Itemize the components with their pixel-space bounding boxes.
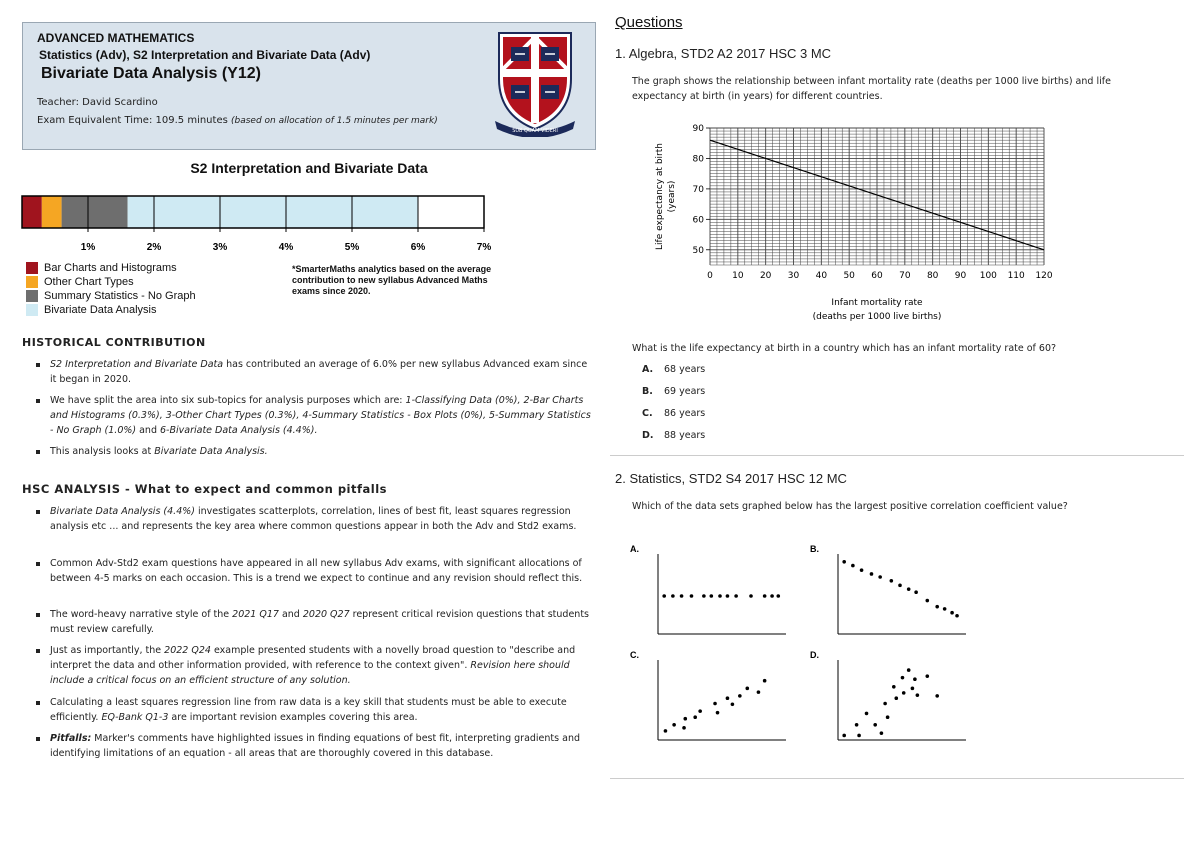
exam-time-label: Exam Equivalent Time: — [37, 115, 153, 126]
x-tick-label: 60 — [871, 271, 883, 281]
bullet-dot — [36, 649, 40, 653]
exam-time-note: (based on allocation of 1.5 minutes per mark) — [231, 116, 438, 126]
q1-option-a[interactable] — [642, 364, 705, 375]
option-text: 86 years — [664, 408, 706, 419]
y-tick-label: 80 — [692, 154, 704, 165]
q2-scatter-plots — [628, 540, 988, 756]
x-tick-label: 70 — [899, 271, 911, 281]
teacher-line — [37, 97, 158, 108]
scatter-plot-label: D. — [810, 650, 819, 660]
scatter-point — [698, 709, 702, 713]
contribution-tick-label: 6% — [410, 242, 426, 253]
scatter-point — [935, 694, 939, 698]
bullet-text: Calculating a least squares regression line from raw data is a key skill that students must be able to execute efficiently. — [50, 697, 567, 723]
scatter-point — [914, 590, 918, 594]
question-divider — [610, 455, 1184, 456]
scatter-plot-label: A. — [630, 544, 639, 554]
scatter-point — [738, 694, 742, 698]
contribution-chart-title: S2 Interpretation and Bivariate Data — [190, 160, 428, 176]
x-tick-label: 50 — [843, 271, 855, 281]
scatter-point — [690, 594, 694, 598]
scatter-point — [662, 594, 666, 598]
scatter-point — [855, 723, 859, 727]
option-label: A. — [642, 364, 654, 375]
scatter-plot-label: C. — [630, 650, 639, 660]
scatter-point — [907, 587, 911, 591]
scatter-point — [745, 687, 749, 691]
scatter-point — [860, 568, 864, 572]
option-label: C. — [642, 408, 653, 419]
hsc-bullet-2 — [36, 556, 592, 586]
scatter-point — [870, 572, 874, 576]
scatter-point — [770, 594, 774, 598]
scatter-point — [898, 584, 902, 588]
contribution-legend — [26, 262, 196, 316]
scatter-point — [907, 668, 911, 672]
bullet-text: Bivariate Data Analysis (4.4%) — [50, 506, 195, 517]
question-divider — [610, 778, 1184, 779]
questions-heading: Questions — [615, 14, 683, 31]
bullet-text: Revision here should include a critical focus on an efficient structure of any solution. — [50, 660, 570, 686]
hsc-bullet-6 — [36, 731, 592, 761]
scatter-point — [664, 729, 668, 733]
question-number: 2. — [615, 471, 626, 486]
bullet-text: 2020 Q27 — [302, 609, 350, 620]
bullet-dot — [36, 613, 40, 617]
q1-option-c[interactable] — [642, 408, 705, 419]
y-tick-label: 50 — [692, 245, 704, 256]
legend-swatch — [26, 304, 38, 316]
historical-bullet-2 — [36, 393, 592, 438]
legend-item-summary-stats — [26, 290, 196, 302]
crest-motto: SUB QUAM VIDERI — [512, 128, 558, 134]
teacher-label: Teacher: — [37, 97, 79, 108]
bullet-dot — [36, 701, 40, 705]
scatter-point — [901, 676, 905, 680]
y-tick-label: 70 — [692, 184, 704, 195]
question-1-stem: The graph shows the relationship between infant mortality rate (deaths per 1000 live births) and life expectancy at birth (in years) for different countries. — [632, 76, 1111, 102]
contribution-tick-label: 3% — [212, 242, 228, 253]
scatter-point — [672, 723, 676, 727]
historical-section-title: HISTORICAL CONTRIBUTION — [22, 336, 206, 349]
bullet-text: represent critical revision questions that students must review carefully. — [50, 609, 589, 635]
bullet-text: This analysis looks at — [50, 446, 155, 457]
question-2-stem: Which of the data sets graphed below has the largest positive correlation coefficient value? — [632, 501, 1068, 512]
historical-bullet-3 — [36, 444, 592, 459]
y-tick-label: 90 — [692, 124, 704, 134]
legend-swatch — [26, 262, 38, 274]
scatter-point — [880, 731, 884, 735]
question-number: 1. — [615, 46, 626, 61]
question-title: Algebra, STD2 A2 2017 HSC 3 MC — [628, 46, 832, 61]
scatter-point — [894, 696, 898, 700]
bullet-text: has contributed an average of 6.0% per new syllabus Advanced exam since it began in 2020. — [50, 359, 588, 385]
x-tick-label: 30 — [787, 271, 800, 281]
scatter-point — [873, 723, 877, 727]
hsc-bullet-3 — [36, 607, 592, 637]
bullet-dot — [36, 737, 40, 741]
scatter-point — [943, 607, 947, 611]
scatter-point — [902, 691, 906, 695]
legend-swatch — [26, 290, 38, 302]
scatter-point — [925, 674, 929, 678]
contribution-tick-label: 5% — [344, 242, 360, 253]
x-tick-label: 100 — [979, 271, 997, 281]
scatter-point — [734, 594, 738, 598]
scatter-point — [886, 715, 890, 719]
scatter-point — [911, 687, 915, 691]
contribution-bar-segment — [62, 196, 128, 228]
scatter-plot-label: B. — [810, 544, 819, 554]
header-box — [22, 22, 596, 150]
scatter-point — [749, 594, 753, 598]
bullet-text: investigates scatterplots, correlation, lines of best fit, least squares regression analysis etc ... and represents the key area where common questions appear in both the Adv and Std2 exams. — [50, 506, 577, 532]
scatter-point — [718, 594, 722, 598]
scatter-point — [950, 611, 954, 615]
y-axis-sublabel: (years) — [667, 180, 677, 213]
bullet-text: example presented students with a novelly broad question to "describe and interpret the data and other information provided, with reference to the context given". — [50, 645, 576, 671]
scatter-point — [731, 702, 735, 706]
scatter-point — [757, 690, 761, 694]
contribution-tick-label: 7% — [476, 242, 492, 253]
x-tick-label: 110 — [1007, 271, 1025, 281]
bullet-dot — [36, 562, 40, 566]
scatter-point — [883, 702, 887, 706]
scatter-point — [776, 594, 780, 598]
hsc-bullet-5 — [36, 695, 592, 725]
scatter-point — [682, 726, 686, 730]
teacher-name: David Scardino — [82, 97, 158, 108]
scatter-point — [865, 712, 869, 716]
hsc-section-title: HSC ANALYSIS - What to expect and common pitfalls — [22, 482, 387, 496]
scatter-point — [878, 575, 882, 579]
option-text: 69 years — [664, 386, 706, 397]
legend-item-other-charts — [26, 276, 196, 288]
bullet-text: EQ-Bank Q1-3 — [101, 712, 169, 723]
bullet-text: Bivariate Data Analysis. — [154, 446, 268, 457]
y-tick-label: 60 — [692, 215, 704, 226]
question-1-title — [615, 46, 831, 61]
bullet-dot — [36, 363, 40, 367]
bullet-text: Just as importantly, the — [50, 645, 165, 656]
exam-time-value: 109.5 minutes — [155, 115, 228, 126]
legend-item-bivariate — [26, 304, 196, 316]
scatter-point — [693, 715, 697, 719]
legend-label: Bivariate Data Analysis — [44, 304, 157, 316]
contribution-chart — [20, 188, 500, 260]
scatter-point — [713, 702, 717, 706]
scatter-point — [935, 605, 939, 609]
contribution-tick-label: 2% — [146, 242, 162, 253]
bullet-text: are important revision examples covering this area. — [168, 712, 418, 723]
scatter-point — [716, 711, 720, 715]
option-text: 88 years — [664, 430, 706, 441]
bullet-text: S2 Interpretation and Bivariate Data — [50, 359, 224, 370]
bullet-text: We have split the area into six sub-topics for analysis purposes which are: — [50, 395, 406, 406]
q1-option-d[interactable] — [642, 430, 705, 441]
bullet-dot — [36, 510, 40, 514]
scatter-point — [925, 599, 929, 603]
scatter-point — [763, 594, 767, 598]
contribution-bar-segment — [22, 196, 42, 228]
analytics-note: *SmarterMaths analytics based on the average contribution to new syllabus Advanced Maths exams since 2020. — [292, 264, 492, 296]
x-tick-label: 40 — [815, 271, 828, 281]
x-tick-label: 90 — [954, 271, 967, 281]
contribution-tick-label: 1% — [80, 242, 96, 253]
bullet-text: Pitfalls: — [50, 733, 92, 744]
bullet-text: The word-heavy narrative style of the — [50, 609, 233, 620]
option-label: D. — [642, 430, 654, 441]
bullet-text: Common Adv-Std2 exam questions have appeared in all new syllabus Adv exams, with significant allocations of between 4-5 marks on each occasion. This is a trend we expect to continue and any revision should reflect this. — [50, 558, 583, 584]
legend-label: Bar Charts and Histograms — [44, 262, 177, 274]
question-title: Statistics, STD2 S4 2017 HSC 12 MC — [629, 471, 847, 486]
bullet-text: and — [278, 609, 303, 620]
bullet-dot — [36, 399, 40, 403]
scatter-point — [683, 717, 687, 721]
scatter-point — [726, 696, 730, 700]
x-tick-label: 20 — [759, 271, 772, 281]
page-title: Bivariate Data Analysis (Y12) — [41, 65, 261, 82]
topic-label: Statistics (Adv), S2 Interpretation and Bivariate Data (Adv) — [39, 48, 371, 62]
q1-line-chart — [640, 118, 1060, 328]
scatter-point — [851, 564, 855, 568]
historical-bullet-1 — [36, 357, 592, 387]
hsc-bullet-4 — [36, 643, 592, 688]
scatter-point — [842, 734, 846, 738]
bullet-dot — [36, 450, 40, 454]
legend-label: Other Chart Types — [44, 276, 134, 288]
contribution-bar-segment — [128, 196, 418, 228]
bullet-text: 6-Bivariate Data Analysis (4.4%). — [160, 425, 318, 436]
hsc-bullet-1 — [36, 504, 592, 534]
scatter-point — [913, 677, 917, 681]
x-tick-label: 10 — [732, 271, 744, 281]
bullet-text: and — [136, 425, 161, 436]
scatter-point — [726, 594, 730, 598]
bullet-text: Marker's comments have highlighted issues in finding equations of best fit, interpreting gradients and identifying limitations of an equation - all areas that are thoroughly covered in this database. — [50, 733, 580, 759]
contribution-tick-label: 4% — [278, 242, 294, 253]
scatter-point — [955, 614, 959, 618]
y-axis-label: Life expectancy at birth — [655, 143, 665, 250]
legend-label: Summary Statistics - No Graph — [44, 290, 196, 302]
question-1-ask: What is the life expectancy at birth in a country which has an infant mortality rate of 60? — [632, 343, 1057, 354]
x-axis-sublabel: (deaths per 1000 live births) — [812, 312, 942, 322]
x-axis-label: Infant mortality rate — [831, 298, 923, 308]
scatter-point — [680, 594, 684, 598]
scatter-point — [890, 579, 894, 583]
x-tick-label: 80 — [926, 271, 939, 281]
scatter-point — [763, 679, 767, 683]
bullet-text: 2021 Q17 — [232, 609, 279, 620]
scatter-point — [671, 594, 675, 598]
legend-item-bar-charts — [26, 262, 196, 274]
x-tick-label: 120 — [1035, 271, 1053, 281]
school-crest-logo — [493, 29, 577, 137]
bullet-text: 2022 Q24 — [164, 645, 211, 656]
contribution-bar-segment — [42, 196, 62, 228]
scatter-point — [857, 734, 861, 738]
option-label: B. — [642, 386, 653, 397]
option-text: 68 years — [664, 364, 706, 375]
bullet-text: 1-Classifying Data (0%), 2-Bar Charts and Histograms (0.3%), 3-Other Chart Types (0.3%), 4-Summary Statistics - Box Plots (0%), 5-Summary Statistics - No Graph (1.0%) — [50, 395, 591, 436]
scatter-point — [702, 594, 706, 598]
scatter-point — [842, 560, 846, 564]
exam-time-line — [37, 115, 438, 126]
q1-option-b[interactable] — [642, 386, 705, 397]
question-2-title — [615, 471, 847, 486]
subject-label: ADVANCED MATHEMATICS — [37, 31, 195, 45]
legend-swatch — [26, 276, 38, 288]
scatter-point — [916, 693, 920, 697]
x-tick-label: 0 — [707, 271, 713, 281]
scatter-point — [710, 594, 714, 598]
scatter-point — [892, 685, 896, 689]
